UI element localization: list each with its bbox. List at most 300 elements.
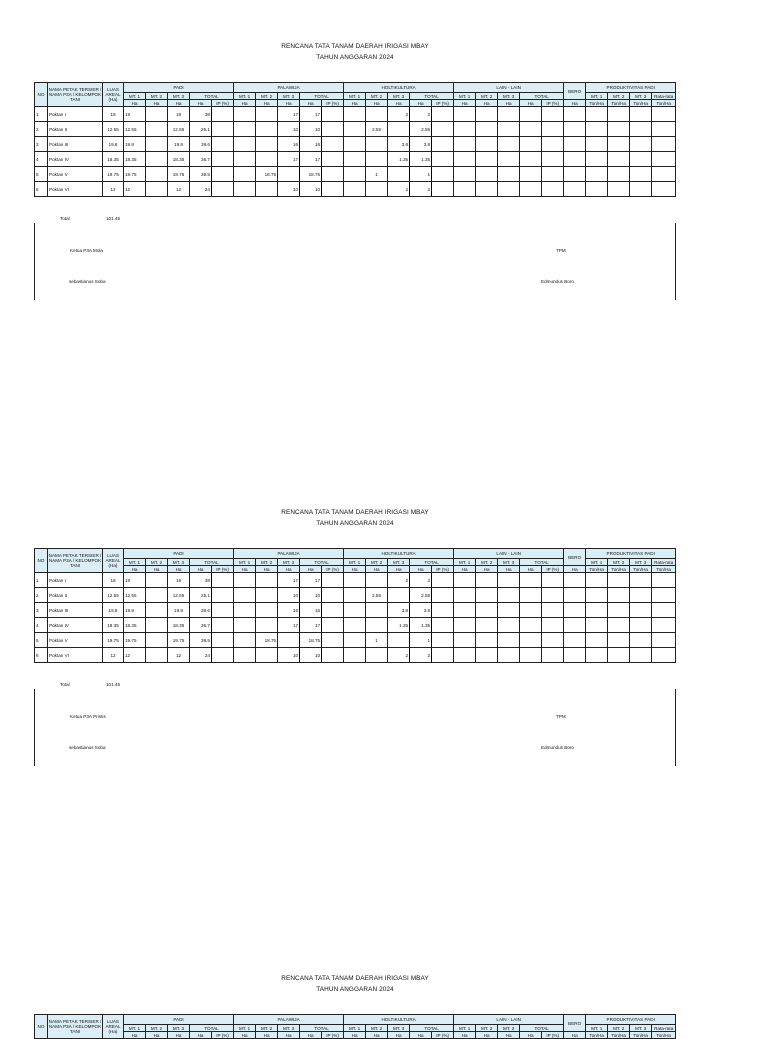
cell-pal-total: 17 [300, 152, 322, 167]
col-header-mt1: MT. 1 [454, 559, 476, 566]
unit-ha: Ha [278, 100, 300, 107]
col-header-mt3: MT. 3 [278, 93, 300, 100]
unit-tonha: Ton/Ha [608, 1032, 630, 1039]
cell-produktivitas [630, 573, 652, 588]
table-row [35, 137, 676, 152]
cell-luas: 12 [103, 182, 124, 197]
cell-lain [476, 137, 498, 152]
cell-lain [454, 107, 476, 122]
total-label: Total [60, 216, 70, 221]
cell-hol-mt2 [366, 603, 388, 618]
cell-lain [476, 648, 498, 663]
col-header-mt1: MT. 1 [234, 93, 256, 100]
cell-bero [564, 648, 586, 663]
cell-hol-mt1 [344, 633, 366, 648]
cell-pal-ip [322, 137, 344, 152]
cell-bero [564, 603, 586, 618]
cell-hol-total: 1 [410, 167, 432, 182]
header-row-groups [35, 549, 676, 559]
cell-lain [542, 167, 564, 182]
cell-hol-mt2 [366, 648, 388, 663]
cell-pal-ip [322, 603, 344, 618]
cell-lain [498, 107, 520, 122]
cell-bero [564, 137, 586, 152]
group-header-holtikultura: HOLTIKULTURA [344, 549, 454, 559]
col-header-mt1: MT. 1 [234, 559, 256, 566]
cell-padi-mt3: 18.35 [168, 618, 190, 633]
col-header-mt2: MT. 2 [146, 93, 168, 100]
cell-padi-mt1: 19.8 [124, 603, 146, 618]
unit-ha: Ha [168, 100, 190, 107]
cell-produktivitas [652, 603, 676, 618]
right-border-line [675, 689, 676, 766]
cell-lain [454, 122, 476, 137]
col-header-no: NO [35, 83, 48, 107]
cell-pal-mt3: 10 [278, 648, 300, 663]
cell-hol-mt3 [388, 633, 410, 648]
cell-padi-ip [212, 167, 234, 182]
unit-ha: Ha [146, 100, 168, 107]
unit-ha: Ha [124, 100, 146, 107]
cell-no: 5 [35, 167, 48, 182]
cell-hol-mt1 [344, 122, 366, 137]
cell-pal-mt1 [234, 167, 256, 182]
cell-no: 2 [35, 588, 48, 603]
cell-luas: 12 [103, 648, 124, 663]
cell-nama: Poktan VI [48, 648, 103, 663]
cell-lain [542, 603, 564, 618]
cell-hol-ip [432, 633, 454, 648]
cell-nama: Poktan II [48, 588, 103, 603]
cell-produktivitas [630, 603, 652, 618]
cell-produktivitas [652, 152, 676, 167]
unit-ip: IP (%) [432, 566, 454, 573]
cell-padi-mt3: 19 [168, 573, 190, 588]
cell-produktivitas [652, 182, 676, 197]
cell-produktivitas [608, 152, 630, 167]
group-header-padi: PADI [124, 549, 234, 559]
col-header-mt1: MT. 1 [124, 559, 146, 566]
cell-pal-mt3 [278, 167, 300, 182]
cell-lain [542, 573, 564, 588]
cell-produktivitas [586, 167, 608, 182]
planting-plan-table [34, 1014, 676, 1039]
cell-pal-mt2 [256, 122, 278, 137]
col-header-mt2: MT. 2 [366, 559, 388, 566]
cell-no: 5 [35, 633, 48, 648]
cell-nama: Poktan II [48, 122, 103, 137]
signature-right-name: Edmundus Boro [541, 279, 574, 284]
cell-pal-mt2 [256, 152, 278, 167]
cell-hol-mt3: 2 [388, 573, 410, 588]
cell-lain [454, 588, 476, 603]
cell-hol-mt3: 2 [388, 107, 410, 122]
cell-lain [520, 618, 542, 633]
unit-ha: Ha [300, 566, 322, 573]
cell-padi-mt3: 19.75 [168, 167, 190, 182]
cell-produktivitas [630, 588, 652, 603]
cell-pal-ip [322, 633, 344, 648]
cell-hol-mt1 [344, 182, 366, 197]
col-header-mt2: MT. 2 [476, 559, 498, 566]
unit-ha: Ha [234, 100, 256, 107]
cell-hol-mt2 [366, 107, 388, 122]
col-header-mt2: MT. 2 [608, 93, 630, 100]
col-header-mt2: MT. 2 [366, 93, 388, 100]
cell-padi-mt2 [146, 603, 168, 618]
col-header-mt2: MT. 2 [608, 559, 630, 566]
table-row [35, 182, 676, 197]
unit-ha: Ha [388, 566, 410, 573]
unit-ip: IP (%) [542, 100, 564, 107]
cell-pal-mt3: 10 [278, 182, 300, 197]
unit-ha: Ha [498, 100, 520, 107]
col-header-mt3: MT. 3 [388, 93, 410, 100]
cell-pal-ip [322, 182, 344, 197]
cell-produktivitas [630, 122, 652, 137]
cell-bero [564, 107, 586, 122]
cell-produktivitas [608, 633, 630, 648]
col-header-bero: BERO [564, 1015, 586, 1032]
cell-pal-ip [322, 573, 344, 588]
group-header-palawija: PALAWIJA [234, 1015, 344, 1025]
col-header-mt3: MT. 3 [388, 1025, 410, 1032]
cell-pal-total: 16 [300, 137, 322, 152]
unit-ip: IP (%) [542, 566, 564, 573]
col-header-mt3: MT. 3 [498, 1025, 520, 1032]
document-subtitle: TAHUN ANGGARAN 2024 [316, 54, 394, 61]
cell-hol-total: 2.55 [410, 122, 432, 137]
unit-ha: Ha [564, 1032, 586, 1039]
cell-hol-mt1 [344, 107, 366, 122]
cell-hol-ip [432, 648, 454, 663]
cell-lain [476, 152, 498, 167]
unit-ha: Ha [146, 1032, 168, 1039]
cell-pal-mt2 [256, 573, 278, 588]
cell-lain [498, 182, 520, 197]
cell-padi-mt2 [146, 137, 168, 152]
cell-hol-ip [432, 167, 454, 182]
col-header-mt3: MT. 3 [630, 1025, 652, 1032]
cell-produktivitas [586, 122, 608, 137]
cell-pal-total: 17 [300, 573, 322, 588]
cell-lain [520, 603, 542, 618]
cell-lain [520, 152, 542, 167]
cell-pal-mt3: 16 [278, 137, 300, 152]
unit-tonha: Ton/Ha [652, 566, 676, 573]
cell-lain [542, 182, 564, 197]
cell-hol-mt1 [344, 603, 366, 618]
col-header-mt2: MT. 2 [366, 1025, 388, 1032]
unit-tonha: Ton/Ha [608, 566, 630, 573]
unit-tonha: Ton/Ha [586, 1032, 608, 1039]
col-header-no: NO [35, 1015, 48, 1039]
cell-hol-mt2: 2.55 [366, 588, 388, 603]
cell-lain [498, 633, 520, 648]
cell-padi-mt2 [146, 167, 168, 182]
col-header-mt1: MT. 1 [454, 1025, 476, 1032]
unit-tonha: Ton/Ha [630, 1032, 652, 1039]
cell-padi-ip [212, 633, 234, 648]
cell-padi-total: 25.1 [190, 122, 212, 137]
col-header-mt2: MT. 2 [256, 93, 278, 100]
right-border-line [675, 223, 676, 300]
cell-padi-total: 38 [190, 573, 212, 588]
cell-pal-mt1 [234, 618, 256, 633]
group-header-holtikultura: HOLTIKULTURA [344, 83, 454, 93]
cell-lain [498, 648, 520, 663]
cell-lain [520, 167, 542, 182]
col-header-total: TOTAL [300, 1025, 344, 1032]
cell-hol-total: 3.8 [410, 137, 432, 152]
cell-padi-ip [212, 107, 234, 122]
cell-produktivitas [586, 107, 608, 122]
cell-pal-ip [322, 152, 344, 167]
unit-ip: IP (%) [212, 566, 234, 573]
cell-produktivitas [586, 152, 608, 167]
cell-no: 6 [35, 182, 48, 197]
unit-tonha: Ton/Ha [608, 100, 630, 107]
unit-ha: Ha [476, 100, 498, 107]
cell-pal-mt3: 10 [278, 588, 300, 603]
col-header-luas: LUAS AREAL (Ha) [103, 549, 124, 573]
cell-hol-mt3: 1.35 [388, 618, 410, 633]
document-subtitle: TAHUN ANGGARAN 2024 [316, 520, 394, 527]
cell-pal-ip [322, 167, 344, 182]
cell-padi-mt2 [146, 122, 168, 137]
cell-padi-mt1: 19 [124, 107, 146, 122]
cell-no: 2 [35, 122, 48, 137]
unit-ha: Ha [344, 1032, 366, 1039]
cell-produktivitas [586, 573, 608, 588]
unit-ha: Ha [410, 566, 432, 573]
cell-produktivitas [630, 137, 652, 152]
unit-ip: IP (%) [212, 100, 234, 107]
col-header-mt1: MT. 1 [344, 1025, 366, 1032]
cell-hol-total: 2 [410, 182, 432, 197]
col-header-mt1: MT. 1 [344, 93, 366, 100]
col-header-rata: Rata-rata [652, 93, 676, 100]
cell-pal-total: 10 [300, 182, 322, 197]
col-header-mt2: MT. 2 [256, 1025, 278, 1032]
unit-ha: Ha [388, 100, 410, 107]
header-row-units [35, 1032, 676, 1039]
cell-padi-total: 25.1 [190, 588, 212, 603]
signature-left-role: Ketua P3A Mola [70, 248, 103, 253]
cell-luas: 19 [103, 107, 124, 122]
group-header-produktivitas: PRODUKTIVITAS PADI [586, 83, 676, 93]
cell-pal-ip [322, 107, 344, 122]
cell-hol-mt2: 2.55 [366, 122, 388, 137]
cell-produktivitas [608, 573, 630, 588]
cell-padi-mt3: 12 [168, 182, 190, 197]
cell-pal-mt3: 17 [278, 618, 300, 633]
cell-hol-mt1 [344, 573, 366, 588]
group-header-lain: LAIN - LAIN [454, 1015, 564, 1025]
cell-hol-mt3 [388, 588, 410, 603]
cell-pal-mt3 [278, 633, 300, 648]
unit-ha: Ha [498, 1032, 520, 1039]
cell-lain [454, 152, 476, 167]
header-row-units [35, 566, 676, 573]
group-header-palawija: PALAWIJA [234, 83, 344, 93]
cell-produktivitas [586, 137, 608, 152]
cell-produktivitas [608, 107, 630, 122]
cell-bero [564, 122, 586, 137]
unit-ip: IP (%) [322, 100, 344, 107]
cell-hol-mt2: 1 [366, 167, 388, 182]
cell-pal-mt1 [234, 107, 256, 122]
cell-hol-mt2 [366, 137, 388, 152]
col-header-mt1: MT. 1 [586, 1025, 608, 1032]
unit-ha: Ha [234, 566, 256, 573]
unit-ha: Ha [366, 100, 388, 107]
col-header-luas: LUAS AREAL (Ha) [103, 83, 124, 107]
cell-produktivitas [608, 588, 630, 603]
cell-lain [476, 182, 498, 197]
col-header-mt3: MT. 3 [168, 559, 190, 566]
col-header-no: NO [35, 549, 48, 573]
total-value: 101.45 [106, 216, 121, 221]
unit-ha: Ha [476, 1032, 498, 1039]
unit-ha: Ha [564, 100, 586, 107]
unit-ha: Ha [278, 566, 300, 573]
cell-padi-mt2 [146, 182, 168, 197]
cell-hol-ip [432, 122, 454, 137]
cell-pal-mt2 [256, 648, 278, 663]
cell-lain [542, 122, 564, 137]
cell-lain [542, 648, 564, 663]
col-header-mt3: MT. 3 [168, 93, 190, 100]
planting-plan-table [34, 548, 676, 663]
unit-ha: Ha [256, 100, 278, 107]
cell-padi-total: 39.6 [190, 603, 212, 618]
cell-lain [454, 618, 476, 633]
col-header-mt1: MT. 1 [586, 93, 608, 100]
cell-lain [542, 588, 564, 603]
col-header-mt1: MT. 1 [124, 93, 146, 100]
total-value: 101.45 [106, 682, 121, 687]
unit-tonha: Ton/Ha [586, 100, 608, 107]
col-header-mt1: MT. 1 [344, 559, 366, 566]
cell-hol-ip [432, 152, 454, 167]
cell-lain [498, 137, 520, 152]
cell-hol-ip [432, 588, 454, 603]
cell-pal-total: 18.75 [300, 167, 322, 182]
cell-produktivitas [652, 167, 676, 182]
cell-padi-total: 39.5 [190, 633, 212, 648]
table-row [35, 648, 676, 663]
unit-ha: Ha [454, 566, 476, 573]
cell-produktivitas [608, 167, 630, 182]
cell-produktivitas [630, 633, 652, 648]
cell-lain [454, 167, 476, 182]
cell-padi-mt2 [146, 618, 168, 633]
signature-right-role: TPM [556, 714, 566, 719]
unit-ha: Ha [498, 566, 520, 573]
header-row-groups [35, 83, 676, 93]
cell-lain [454, 603, 476, 618]
col-header-total: TOTAL [300, 93, 344, 100]
cell-lain [476, 618, 498, 633]
cell-padi-total: 24 [190, 182, 212, 197]
cell-padi-mt1: 12 [124, 648, 146, 663]
unit-ha: Ha [366, 566, 388, 573]
cell-pal-ip [322, 618, 344, 633]
cell-hol-mt2 [366, 618, 388, 633]
cell-padi-ip [212, 137, 234, 152]
col-header-total: TOTAL [190, 559, 234, 566]
unit-ha: Ha [278, 1032, 300, 1039]
cell-padi-mt3: 12.55 [168, 122, 190, 137]
cell-lain [498, 588, 520, 603]
cell-hol-total: 2 [410, 107, 432, 122]
cell-padi-mt2 [146, 588, 168, 603]
cell-bero [564, 167, 586, 182]
cell-produktivitas [652, 122, 676, 137]
cell-produktivitas [630, 648, 652, 663]
cell-pal-mt3: 17 [278, 573, 300, 588]
col-header-total: TOTAL [190, 93, 234, 100]
cell-lain [520, 107, 542, 122]
cell-padi-ip [212, 573, 234, 588]
cell-padi-mt1: 18.35 [124, 152, 146, 167]
cell-lain [498, 573, 520, 588]
table-row [35, 588, 676, 603]
cell-pal-mt2 [256, 137, 278, 152]
signature-right-role: TPM [556, 248, 566, 253]
cell-produktivitas [608, 137, 630, 152]
cell-produktivitas [608, 182, 630, 197]
cell-lain [498, 152, 520, 167]
cell-padi-mt2 [146, 633, 168, 648]
cell-hol-mt1 [344, 588, 366, 603]
cell-produktivitas [586, 633, 608, 648]
cell-produktivitas [630, 152, 652, 167]
cell-produktivitas [630, 182, 652, 197]
cell-padi-mt2 [146, 107, 168, 122]
cell-pal-ip [322, 648, 344, 663]
cell-pal-mt1 [234, 588, 256, 603]
cell-pal-total: 10 [300, 648, 322, 663]
group-header-padi: PADI [124, 1015, 234, 1025]
cell-hol-total: 1.35 [410, 618, 432, 633]
col-header-bero: BERO [564, 83, 586, 100]
cell-no: 4 [35, 152, 48, 167]
cell-nama: Poktan V [48, 633, 103, 648]
cell-lain [520, 588, 542, 603]
cell-padi-ip [212, 182, 234, 197]
document-title: RENCANA TATA TANAM DAERAH IRIGASI MBAY [281, 43, 429, 50]
cell-padi-mt3: 19 [168, 107, 190, 122]
cell-luas: 19.75 [103, 167, 124, 182]
cell-lain [498, 122, 520, 137]
unit-ip: IP (%) [432, 1032, 454, 1039]
cell-hol-mt1 [344, 648, 366, 663]
document-subtitle: TAHUN ANGGARAN 2024 [316, 986, 394, 993]
col-header-mt3: MT. 3 [498, 559, 520, 566]
col-header-mt3: MT. 3 [388, 559, 410, 566]
cell-pal-mt1 [234, 573, 256, 588]
left-border-line [34, 689, 35, 766]
cell-nama: Poktan III [48, 137, 103, 152]
cell-padi-ip [212, 152, 234, 167]
unit-ha: Ha [124, 1032, 146, 1039]
cell-bero [564, 182, 586, 197]
cell-nama: Poktan I [48, 573, 103, 588]
unit-ha: Ha [388, 1032, 410, 1039]
cell-produktivitas [630, 107, 652, 122]
